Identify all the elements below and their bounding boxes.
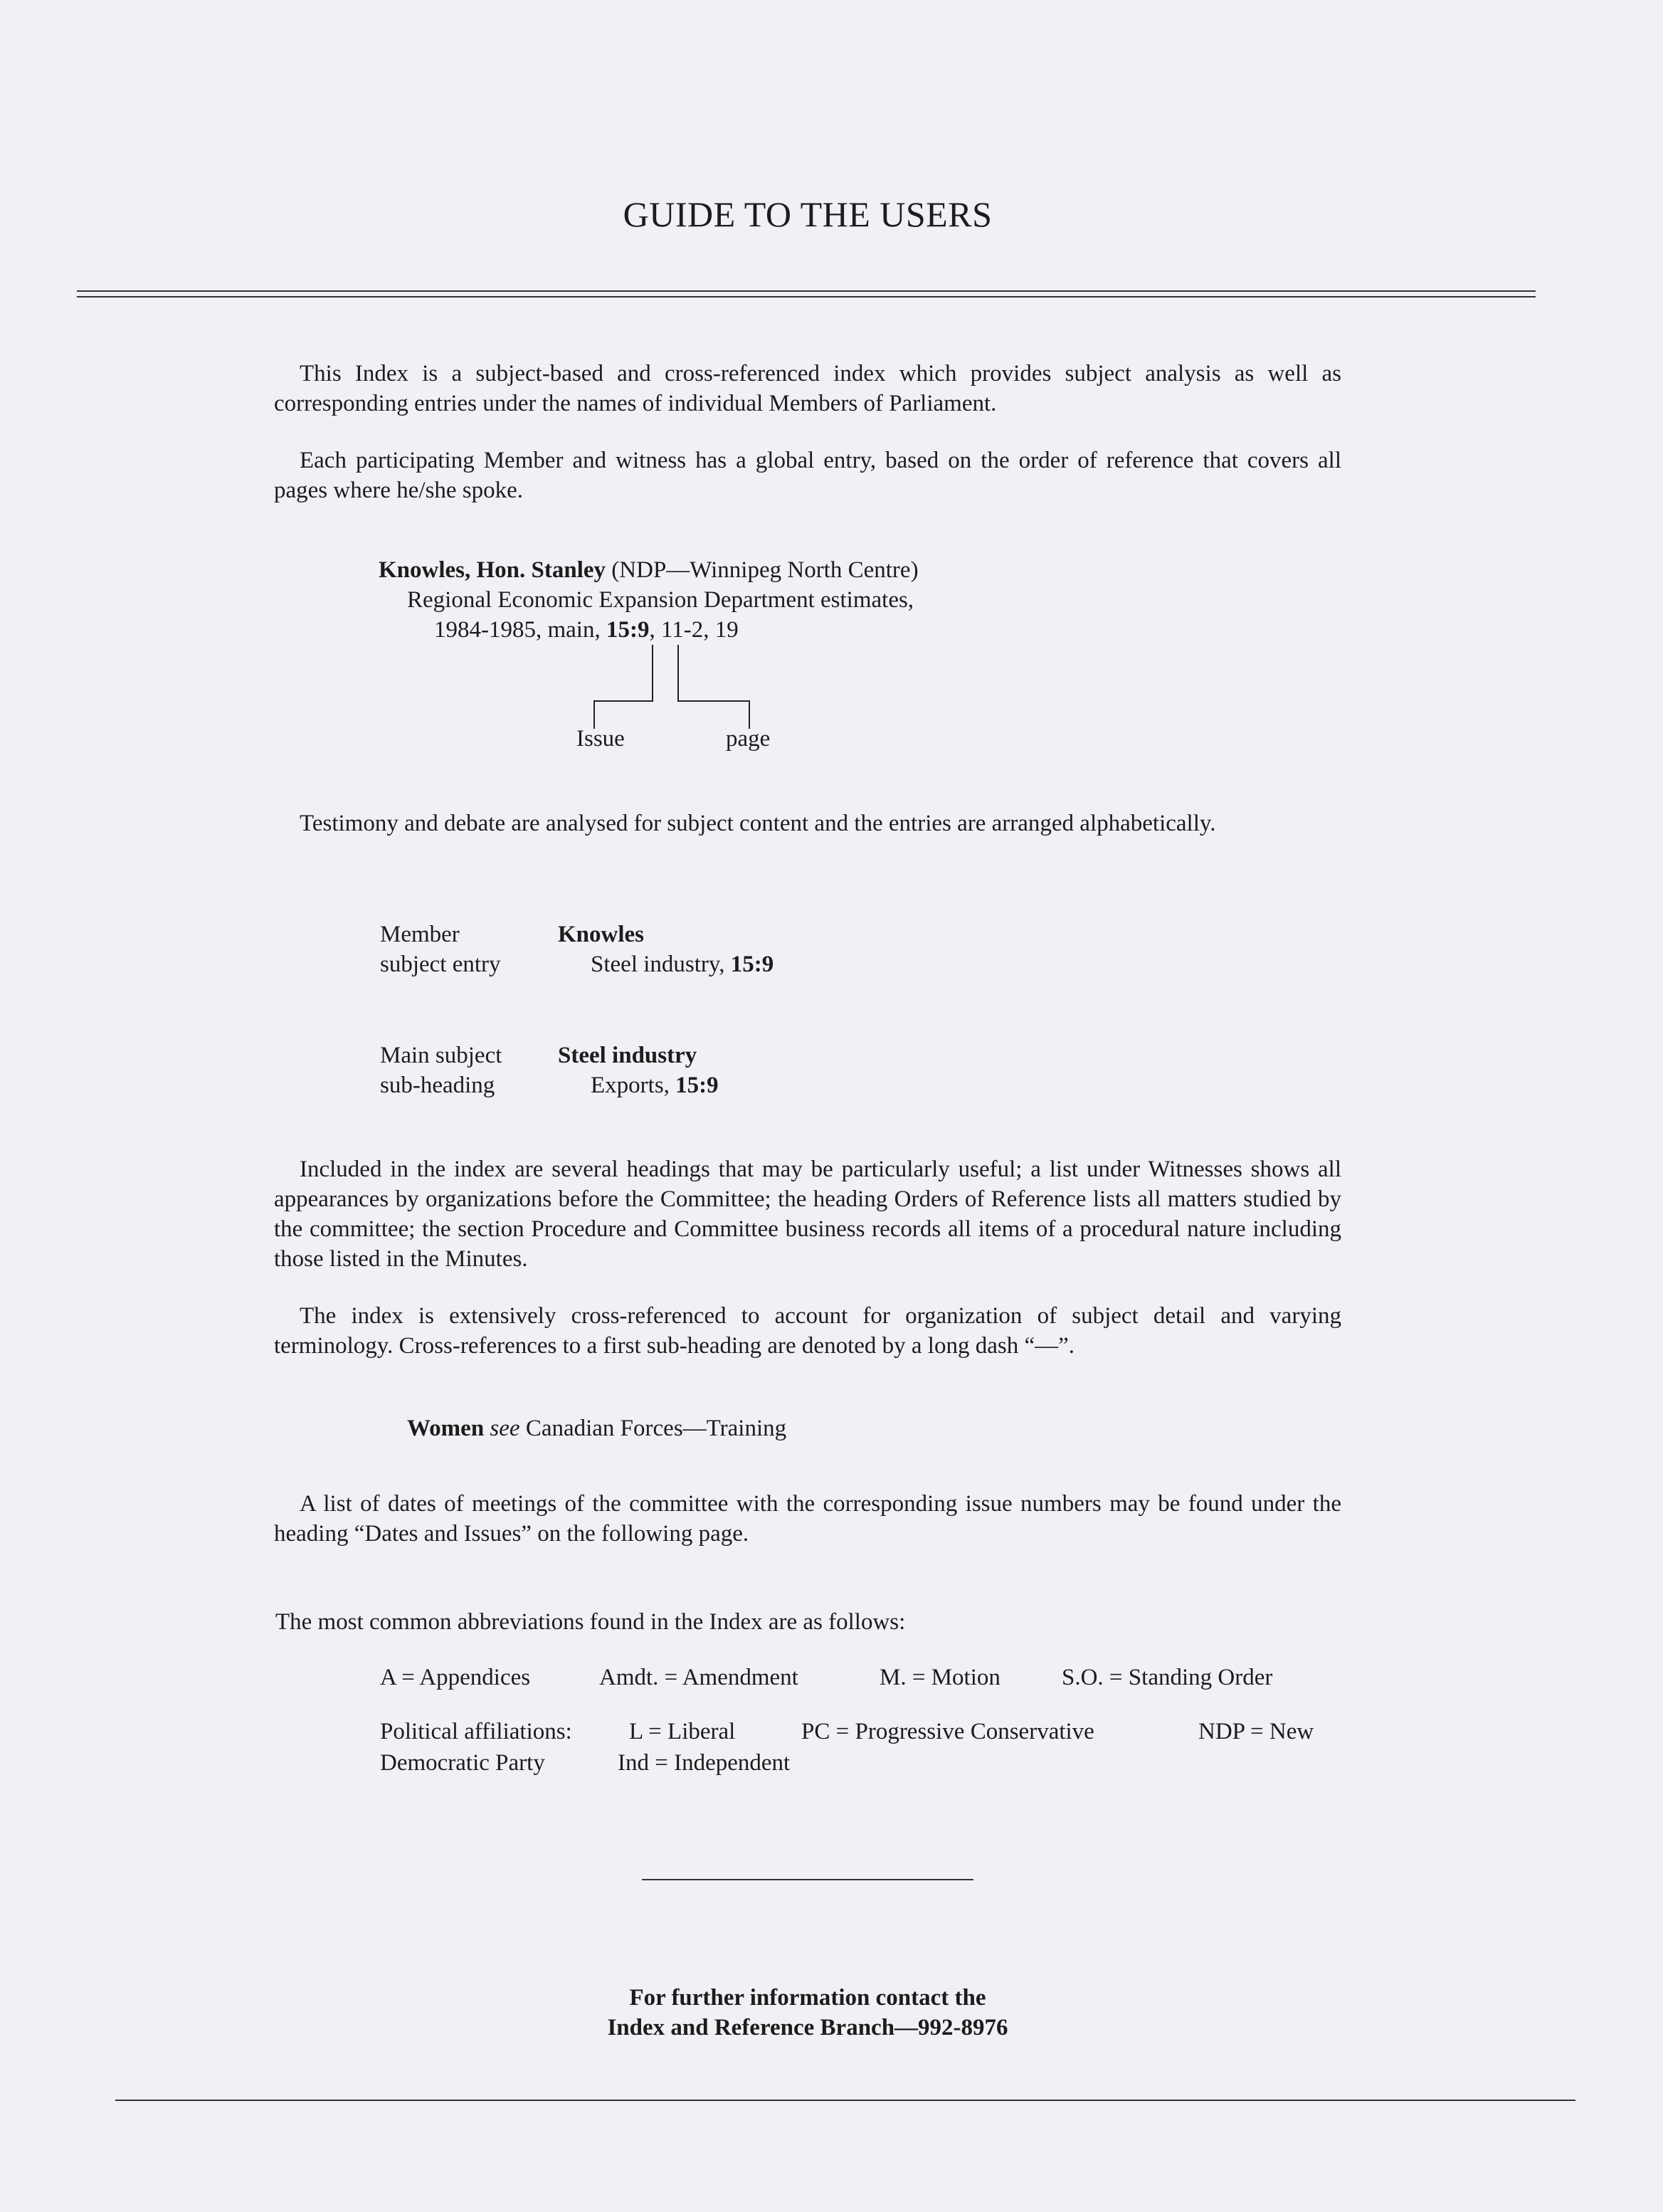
example-entry-line-3: [434, 615, 739, 645]
dates-paragraph: [274, 1489, 1341, 1549]
see-example: [407, 1413, 786, 1443]
page-label: page: [726, 726, 771, 752]
contact-line-2: Index and Reference Branch—992-8976: [607, 2015, 1008, 2040]
included-paragraph: [274, 1154, 1341, 1274]
cross-reference-paragraph: [274, 1301, 1341, 1361]
included-paragraph-text: Included in the index are several headings that may be particularly useful; a list under Witnesses shows all appearances by organizations before the Committee; the heading Orders of Reference lists all matters studied by the committee; the section Procedure and Committee business records all items of a procedural nature including those listed in the Minutes.: [274, 1157, 1341, 1272]
intro-paragraph-2-text: Each participating Member and witness has a global entry, based on the order of reference that covers all pages where he/she spoke.: [274, 448, 1341, 503]
subject-label-1: Main subject: [380, 1043, 502, 1068]
example-entry-line-3-prefix: 1984-1985, main,: [434, 617, 606, 643]
political-affiliations-label: Political affiliations:: [380, 1719, 572, 1744]
abbrev-independent: Ind = Independent: [618, 1750, 791, 1776]
subject-subentry-ref: 15:9: [675, 1073, 719, 1098]
see-example-see: see: [490, 1416, 520, 1441]
intro-paragraph-1: [274, 359, 1341, 418]
abbrev-standing-order: S.O. = Standing Order: [1062, 1665, 1273, 1690]
member-heading-text: Knowles: [558, 922, 645, 947]
page-title: GUIDE TO THE USERS: [623, 194, 993, 234]
abbrev-ndp-continued: Democratic Party: [380, 1750, 545, 1776]
testimony-paragraph: [274, 809, 1341, 838]
title-rule-top: [77, 290, 1536, 292]
abbreviations-intro: The most common abbreviations found in the Index are as follows:: [275, 1609, 906, 1635]
subject-label-2: sub-heading: [380, 1073, 495, 1098]
example-entry-line-2: Regional Economic Expansion Department estimates,: [407, 587, 914, 613]
cross-reference-paragraph-text: The index is extensively cross-referenced to account for organization of subject detail and varying terminology. Cross-references to a first sub-heading are denoted by a long dash “—”.: [274, 1303, 1341, 1359]
example-entry-line-1: [379, 555, 919, 585]
intro-paragraph-1-text: This Index is a subject-based and cross-referenced index which provides subject analysis as well as corresponding entries under the names of individual Members of Parliament.: [274, 361, 1341, 416]
member-subentry-text: Steel industry,: [591, 952, 731, 977]
issue-bracket-stem: [593, 700, 595, 729]
member-label-1: Member: [380, 922, 460, 947]
short-divider: [642, 1879, 973, 1880]
example-entry-affiliation: (NDP—Winnipeg North Centre): [611, 557, 919, 583]
see-example-heading: Women: [407, 1416, 485, 1441]
page-bracket-upper: [677, 645, 750, 702]
issue-bracket-upper: [595, 645, 653, 702]
example-entry-issue-page: 15:9: [606, 617, 650, 643]
member-subentry: [591, 949, 774, 979]
dates-paragraph-text: A list of dates of meetings of the committee with the corresponding issue numbers may be found under the heading “Dates and Issues” on the following page.: [274, 1491, 1341, 1547]
bottom-rule: [115, 2100, 1575, 2101]
testimony-paragraph-text: Testimony and debate are analysed for subject content and the entries are arranged alphabetically.: [300, 811, 1216, 836]
page-bracket-stem: [749, 700, 750, 729]
abbrev-progressive-conservative: PC = Progressive Conservative: [801, 1719, 1094, 1744]
example-entry-name: Knowles, Hon. Stanley: [379, 557, 606, 583]
abbrev-ndp: NDP = New: [1198, 1719, 1314, 1744]
abbrev-liberal: L = Liberal: [629, 1719, 736, 1744]
subject-heading-text: Steel industry: [558, 1043, 697, 1068]
member-heading: [558, 920, 644, 949]
example-entry-line-3-suffix: , 11-2, 19: [649, 617, 739, 643]
intro-paragraph-2: [274, 446, 1341, 505]
title-rule-bottom: [77, 296, 1536, 297]
subject-subentry-text: Exports,: [591, 1073, 676, 1098]
see-example-target: Canadian Forces—Training: [525, 1416, 787, 1441]
contact-line-1: For further information contact the: [629, 1985, 986, 2011]
abbrev-appendices: A = Appendices: [380, 1665, 531, 1690]
subject-subentry: [591, 1070, 719, 1100]
subject-heading: [558, 1041, 697, 1070]
abbrev-amendment: Amdt. = Amendment: [599, 1665, 798, 1690]
member-subentry-ref: 15:9: [730, 952, 774, 977]
member-label-2: subject entry: [380, 952, 501, 977]
abbrev-motion: M. = Motion: [880, 1665, 1001, 1690]
issue-label: Issue: [576, 726, 625, 752]
